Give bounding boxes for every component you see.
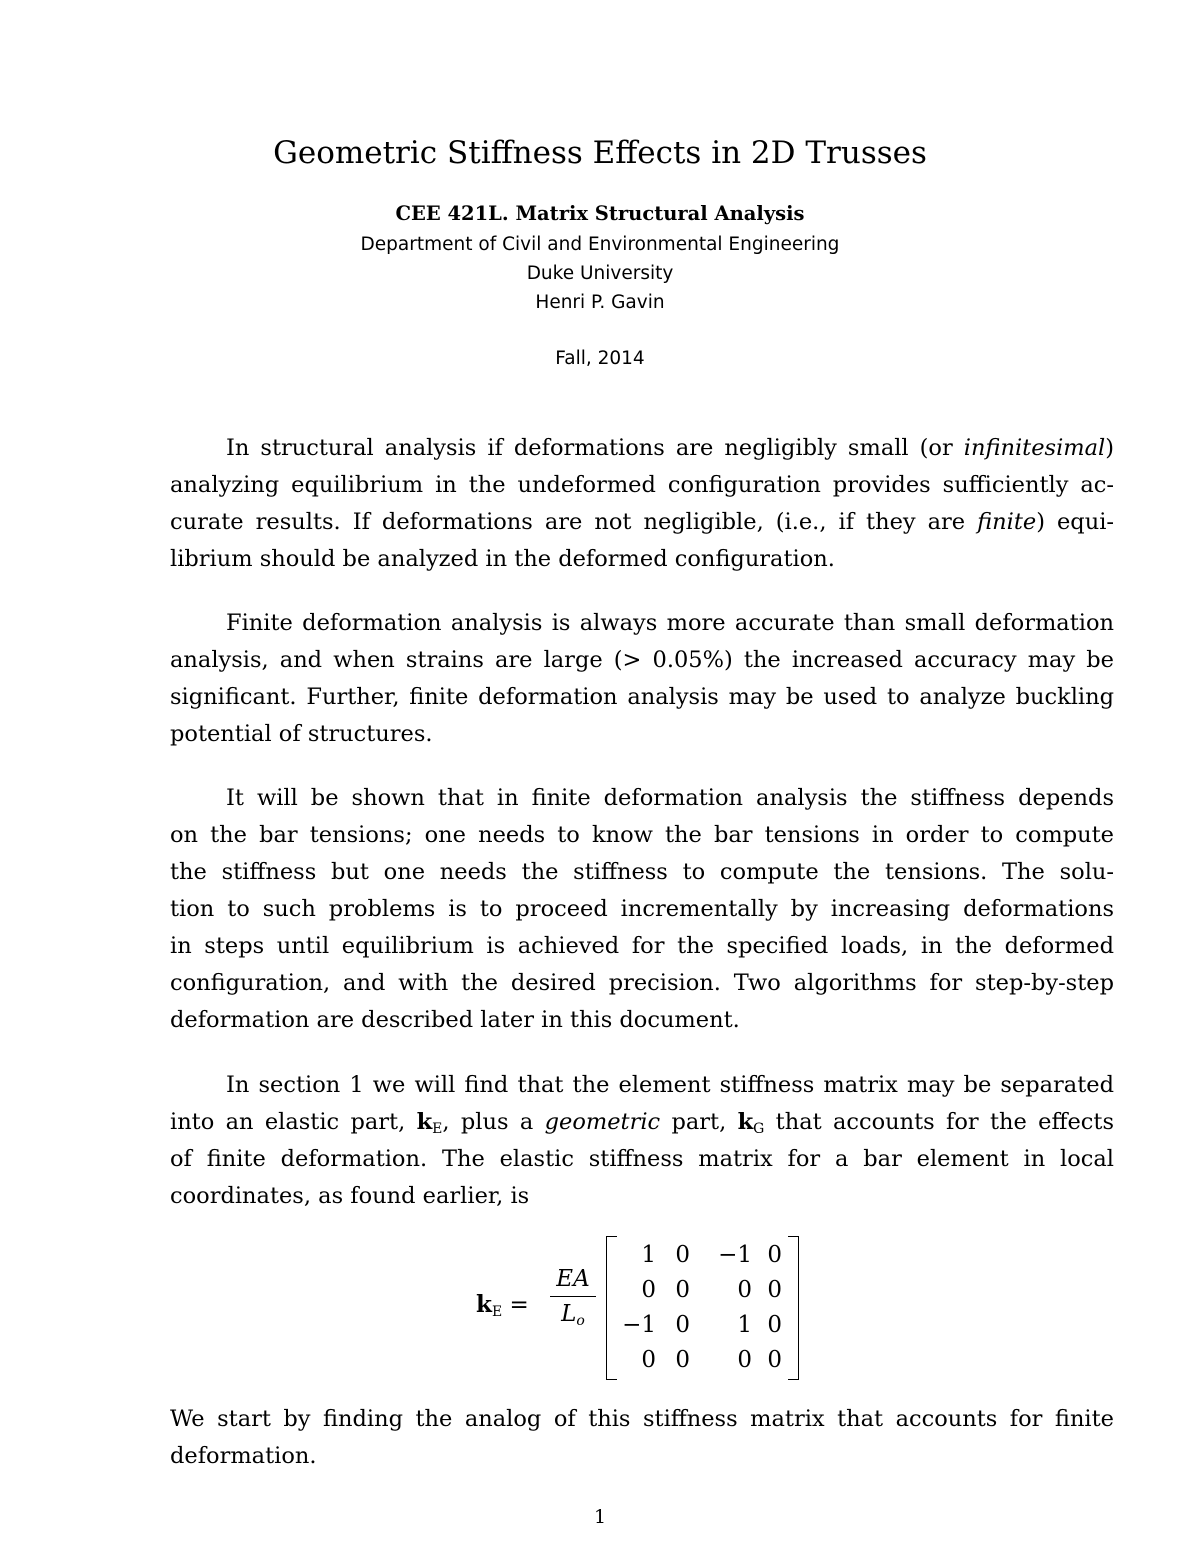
paragraph-elastic-geometric xyxy=(170,1067,1114,1215)
matrix-row xyxy=(618,1273,788,1308)
text-fragment: ) equi- xyxy=(1036,509,1114,535)
equals-sign: = xyxy=(509,1292,529,1318)
fraction-bar xyxy=(550,1296,596,1297)
paragraph-line: deformation. xyxy=(170,1443,317,1469)
matrix-cell: 0 xyxy=(675,1312,690,1338)
equation-lhs xyxy=(476,1291,529,1318)
fraction-numerator: EA xyxy=(556,1266,590,1292)
math-subscript: o xyxy=(576,1313,585,1329)
matrix-cell: 0 xyxy=(737,1277,752,1303)
paragraph-line xyxy=(170,504,1114,541)
matrix-cell: 0 xyxy=(641,1347,656,1373)
text-fragment: part, xyxy=(660,1109,738,1135)
math-subscript: E xyxy=(491,1304,503,1320)
matrix-cell: 0 xyxy=(675,1242,690,1268)
matrix-cell: 1 xyxy=(737,1312,752,1338)
matrix-cell: 0 xyxy=(737,1347,752,1373)
paragraph-line: configuration, and with the desired precision. Two algorithms for step-by-step xyxy=(170,970,1114,996)
math-symbol: k xyxy=(416,1109,433,1135)
author-name: Henri P. Gavin xyxy=(535,292,665,313)
paragraph-line: deformation are described later in this document. xyxy=(170,1007,740,1033)
math-subscript: G xyxy=(753,1121,765,1137)
emphasis-text: finite xyxy=(977,509,1037,535)
text-fragment: curate results. If deformations are not negligible, (i.e., if they are xyxy=(170,509,978,535)
matrix-cell: −1 xyxy=(718,1242,752,1268)
paragraph-line: We start by finding the analog of this stiffness matrix that accounts for finite xyxy=(170,1406,1114,1432)
paragraph-stiffness-tensions xyxy=(170,780,1114,1039)
matrix-cell: 0 xyxy=(767,1312,782,1338)
paragraph-line: of finite deformation. The elastic stiffness matrix for a bar element in local xyxy=(170,1146,1114,1172)
document-title: Geometric Stiffness Effects in 2D Trusses xyxy=(273,135,927,171)
text-fragment: In structural analysis if deformations are negligibly small (or xyxy=(226,435,964,461)
matrix-cell: 0 xyxy=(767,1242,782,1268)
text-fragment: that accounts for the effects xyxy=(764,1109,1114,1135)
emphasis-text: infinitesimal xyxy=(963,435,1106,461)
math-symbol: k xyxy=(476,1291,492,1318)
paragraph-intro xyxy=(170,430,1114,578)
math-symbol: k xyxy=(737,1109,754,1135)
department-name: Department of Civil and Environmental Engineering xyxy=(360,234,840,255)
text-fragment: ) xyxy=(1105,435,1114,461)
paragraph-line: librium should be analyzed in the deformed configuration. xyxy=(170,546,835,572)
equation-fraction xyxy=(550,1264,596,1329)
matrix-cell: 0 xyxy=(767,1277,782,1303)
matrix-cell: 1 xyxy=(641,1242,656,1268)
matrix-cell: 0 xyxy=(675,1347,690,1373)
paragraph-line: in steps until equilibrium is achieved for the specified loads, in the deformed xyxy=(170,933,1114,959)
page-number: 1 xyxy=(593,1506,607,1528)
paragraph-line: the stiffness but one needs the stiffness to compute the tensions. The solu- xyxy=(170,859,1114,885)
paragraph-line: coordinates, as found earlier, is xyxy=(170,1183,530,1209)
paragraph-line xyxy=(170,1104,1114,1141)
course-name: CEE 421L. Matrix Structural Analysis xyxy=(395,202,805,225)
matrix-left-bracket xyxy=(606,1236,617,1380)
emphasis-text: geometric xyxy=(544,1109,661,1135)
paragraph-line: on the bar tensions; one needs to know the bar tensions in order to compute xyxy=(170,822,1114,848)
paragraph-line: It will be shown that in finite deformation analysis the stiffness depends xyxy=(226,785,1114,811)
paragraph-line: tion to such problems is to proceed incrementally by increasing deformations xyxy=(170,896,1114,922)
paragraph-line: In section 1 we will find that the element stiffness matrix may be separated xyxy=(226,1072,1114,1098)
paragraph-line xyxy=(170,430,1114,467)
paragraph-line: significant. Further, finite deformation analysis may be used to analyze buckling xyxy=(170,684,1114,710)
matrix-row xyxy=(618,1343,788,1378)
matrix-right-bracket xyxy=(788,1236,799,1380)
matrix-row xyxy=(618,1238,788,1273)
paragraph-line: Finite deformation analysis is always more accurate than small deformation xyxy=(226,610,1114,636)
fraction-denominator xyxy=(550,1299,596,1329)
text-fragment: into an elastic part, xyxy=(170,1109,417,1135)
stiffness-matrix xyxy=(618,1238,788,1378)
matrix-cell: 0 xyxy=(641,1277,656,1303)
paragraph-line: analysis, and when strains are large (> 0.05%) the increased accuracy may be xyxy=(170,647,1114,673)
matrix-cell: −1 xyxy=(622,1312,656,1338)
matrix-cell: 0 xyxy=(767,1347,782,1373)
text-fragment: , plus a xyxy=(442,1109,545,1135)
paragraph-line: potential of structures. xyxy=(170,721,433,747)
matrix-cell: 0 xyxy=(675,1277,690,1303)
paragraph-analog xyxy=(170,1401,1114,1475)
math-symbol: L xyxy=(561,1301,577,1327)
paragraph-finite-deformation xyxy=(170,605,1114,753)
matrix-row xyxy=(618,1308,788,1343)
document-date: Fall, 2014 xyxy=(555,348,645,369)
university-name: Duke University xyxy=(526,263,674,284)
paragraph-line: analyzing equilibrium in the undeformed configuration provides sufficiently ac- xyxy=(170,472,1114,498)
math-subscript: E xyxy=(432,1121,443,1137)
